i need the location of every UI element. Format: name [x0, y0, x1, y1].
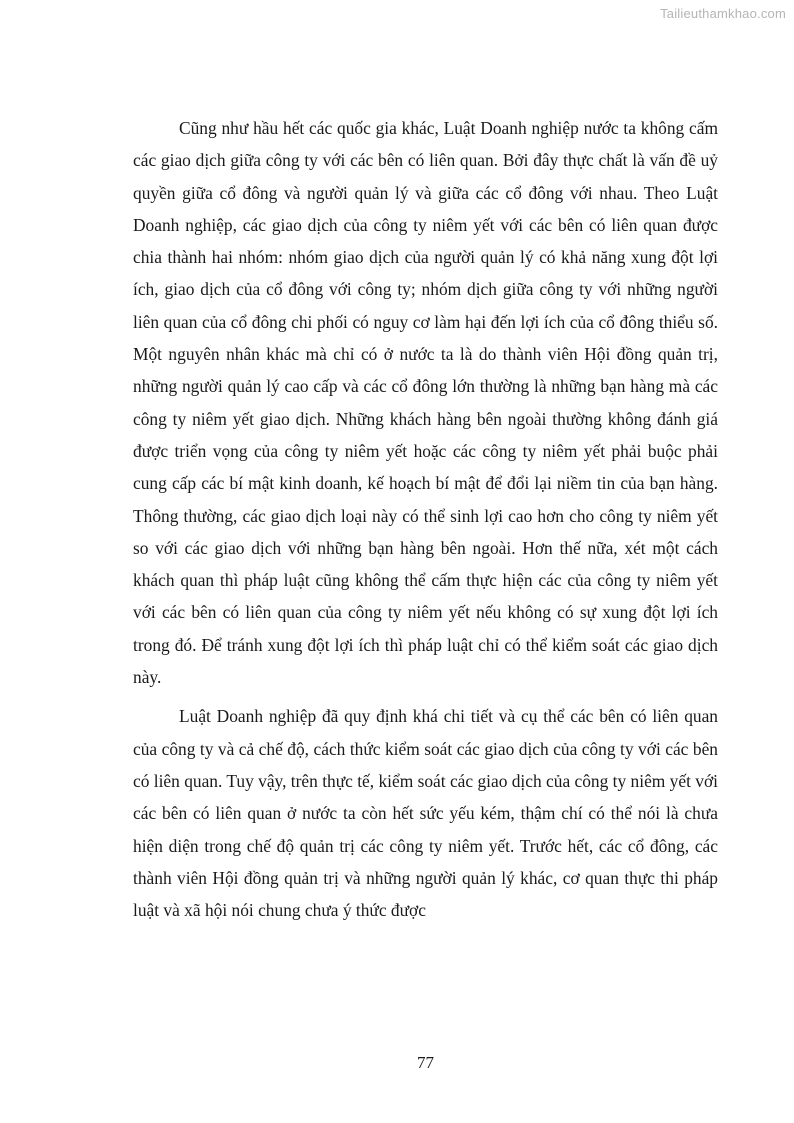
- body-paragraph-2: Luật Doanh nghiệp đã quy định khá chi tiết và cụ thể các bên có liên quan của công ty và cả chế độ, cách thức kiểm soát các giao dịch của công ty với các bên có liên quan. Tuy vậy, trên thực tế, kiểm soát các giao dịch của công ty niêm yết với các bên có liên quan ở nước ta còn hết sức yếu kém, thậm chí có thể nói là chưa hiện diện trong chế độ quản trị các công ty niêm yết. Trước hết, các cổ đông, các thành viên Hội đồng quản trị và những người quản lý khác, cơ quan thực thi pháp luật và xã hội nói chung chưa ý thức được: [133, 706, 718, 921]
- watermark-text: Tailieuthamkhao.com: [660, 6, 786, 21]
- page-number: 77: [417, 1053, 434, 1072]
- document-body: [133, 112, 718, 926]
- body-paragraph-1: Cũng như hầu hết các quốc gia khác, Luật Doanh nghiệp nước ta không cấm các giao dịch giữa công ty với các bên có liên quan. Bởi đây thực chất là vấn đề uỷ quyền giữa cổ đông và người quản lý và giữa các cổ đông với nhau. Theo Luật Doanh nghiệp, các giao dịch của công ty niêm yết với các bên có liên quan được chia thành hai nhóm: nhóm giao dịch của người quản lý có khả năng xung đột lợi ích, giao dịch của cổ đông với công ty; nhóm dịch giữa công ty với những người liên quan của cổ đông chi phối có nguy cơ làm hại đến lợi ích của cổ đông thiểu số. Một nguyên nhân khác mà chỉ có ở nước ta là do thành viên Hội đồng quản trị, những người quản lý cao cấp và các cổ đông lớn thường là những bạn hàng mà các công ty niêm yết giao dịch. Những khách hàng bên ngoài thường không đánh giá được triển vọng của công ty niêm yết hoặc các công ty niêm yết phải buộc phải cung cấp các bí mật kinh doanh, kế hoạch bí mật để đổi lại niềm tin của bạn hàng. Thông thường, các giao dịch loại này có thể sinh lợi cao hơn cho công ty niêm yết so với các giao dịch với những bạn hàng bên ngoài. Hơn thế nữa, xét một cách khách quan thì pháp luật cũng không thể cấm thực hiện các của công ty niêm yết với các bên có liên quan của công ty niêm yết nếu không có sự xung đột lợi ích trong đó. Để tránh xung đột lợi ích thì pháp luật chỉ có thể kiểm soát các giao dịch này.: [133, 118, 718, 688]
